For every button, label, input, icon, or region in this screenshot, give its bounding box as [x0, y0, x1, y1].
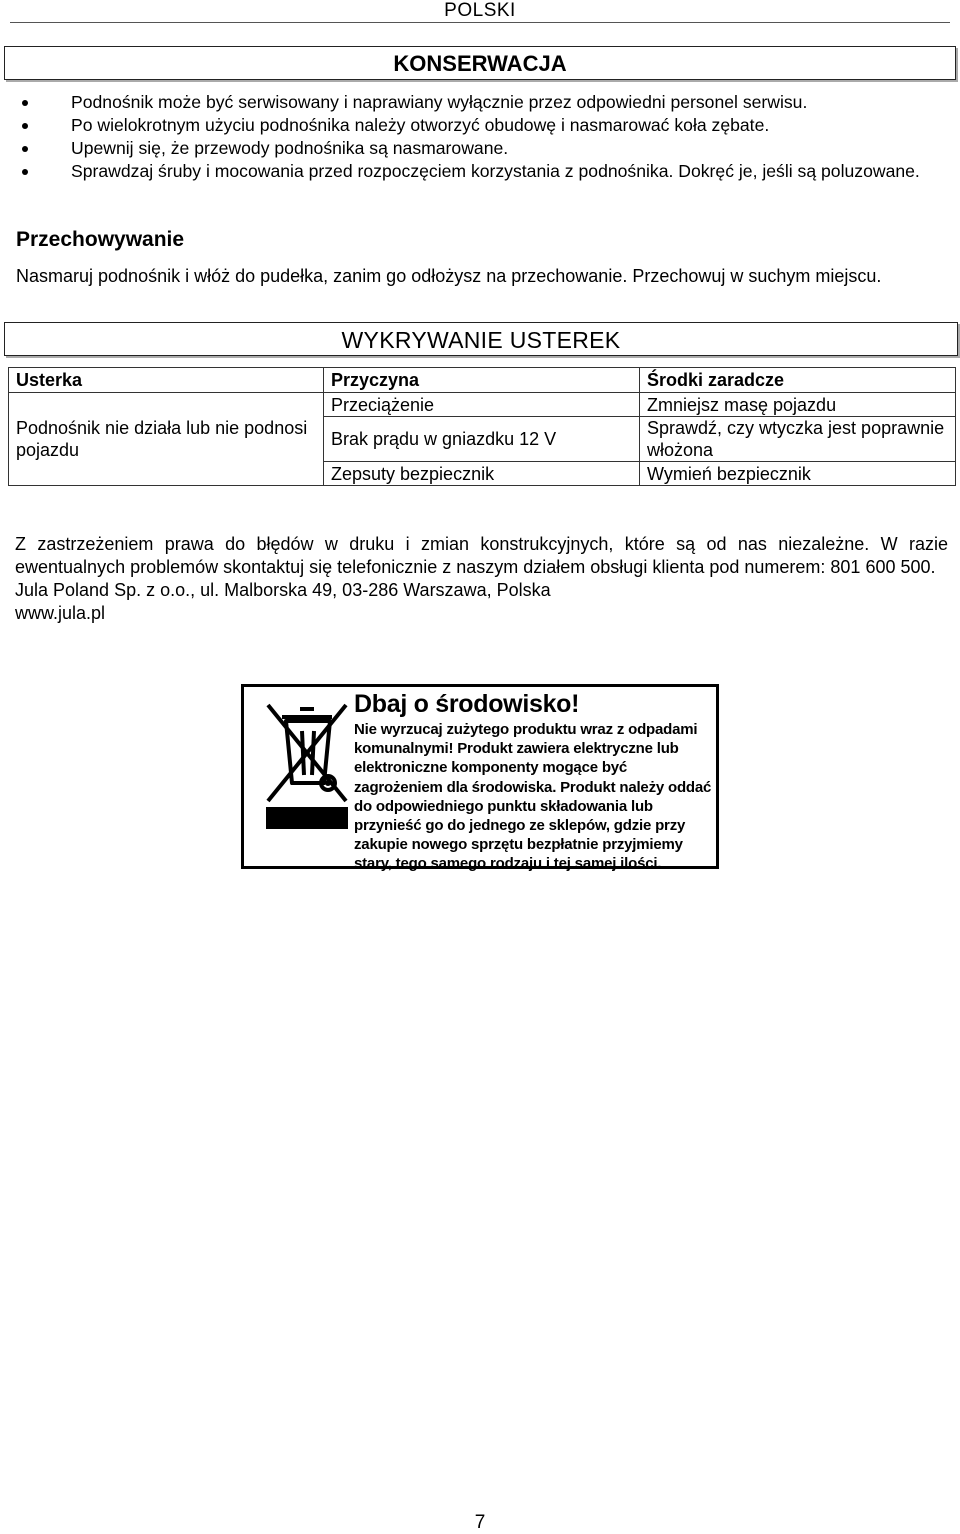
environment-title: Dbaj o środowisko!	[354, 690, 580, 718]
column-header-remedy: Środki zaradcze	[640, 368, 956, 393]
environment-text: Nie wyrzucaj zużytego produktu wraz z odpadami komunalnymi! Produkt zawiera elektryczne lub elektroniczne komponenty mogące być zagrożeniem dla środowiska. Produkt należy oddać do odpowiedniego punktu składowania lub przynieść go do jednego ze sklepów, gdzie przy zakupie nowego sprzętu bezpłatnie przyjmiemy stary, tego samego rodzaju i tej samej ilości.	[354, 721, 712, 873]
column-header-fault: Usterka	[9, 368, 324, 393]
header-language: POLSKI	[444, 0, 516, 21]
column-header-cause: Przyczyna	[324, 368, 640, 393]
website-link[interactable]: www.jula.pl	[15, 603, 106, 623]
list-item: Sprawdzaj śruby i mocowania przed rozpoczęciem korzystania z podnośnika. Dokręć je, jeśli są poluzowane.	[15, 160, 950, 183]
section-title-troubleshooting: WYKRYWANIE USTEREK	[4, 322, 958, 356]
page-number: 7	[474, 1512, 486, 1533]
cause-cell: Brak prądu w gniazdku 12 V	[324, 417, 640, 462]
troubleshooting-table	[8, 367, 956, 486]
header-divider	[10, 22, 950, 23]
storage-paragraph: Nasmaruj podnośnik i włóż do pudełka, zanim go odłożysz na przechowanie. Przechowuj w suchym miejscu.	[16, 266, 882, 286]
table-header-row	[9, 368, 956, 393]
remedy-cell: Wymień bezpiecznik	[640, 462, 956, 486]
disclaimer-text: Z zastrzeżeniem prawa do błędów w druku i zmian konstrukcyjnych, które są od nas niezależne. W razie ewentualnych problemów skontaktuj się telefonicznie z naszym działem obsługi klienta pod numerem: 801 600 500.	[15, 534, 948, 577]
section-title-konserwacja: KONSERWACJA	[4, 46, 956, 80]
fault-cell: Podnośnik nie działa lub nie podnosi pojazdu	[9, 393, 324, 486]
cause-cell: Zepsuty bezpiecznik	[324, 462, 640, 486]
cause-cell: Przeciążenie	[324, 393, 640, 417]
company-address: Jula Poland Sp. z o.o., ul. Malborska 49, 03-286 Warszawa, Polska	[15, 580, 551, 600]
environment-notice	[241, 684, 719, 873]
crossed-out-wheelie-bin-icon	[262, 697, 352, 832]
remedy-cell: Sprawdź, czy wtyczka jest poprawnie włożona	[640, 417, 956, 462]
footer	[15, 533, 948, 625]
list-item: Upewnij się, że przewody podnośnika są nasmarowane.	[15, 137, 950, 160]
storage-heading: Przechowywanie	[16, 228, 185, 251]
table-row	[9, 393, 956, 417]
list-item: Podnośnik może być serwisowany i naprawiany wyłącznie przez odpowiedni personel serwisu.	[15, 91, 950, 114]
remedy-cell: Zmniejsz masę pojazdu	[640, 393, 956, 417]
list-item: Po wielokrotnym użyciu podnośnika należy otworzyć obudowę i nasmarować koła zębate.	[15, 114, 950, 137]
maintenance-list	[15, 91, 950, 183]
